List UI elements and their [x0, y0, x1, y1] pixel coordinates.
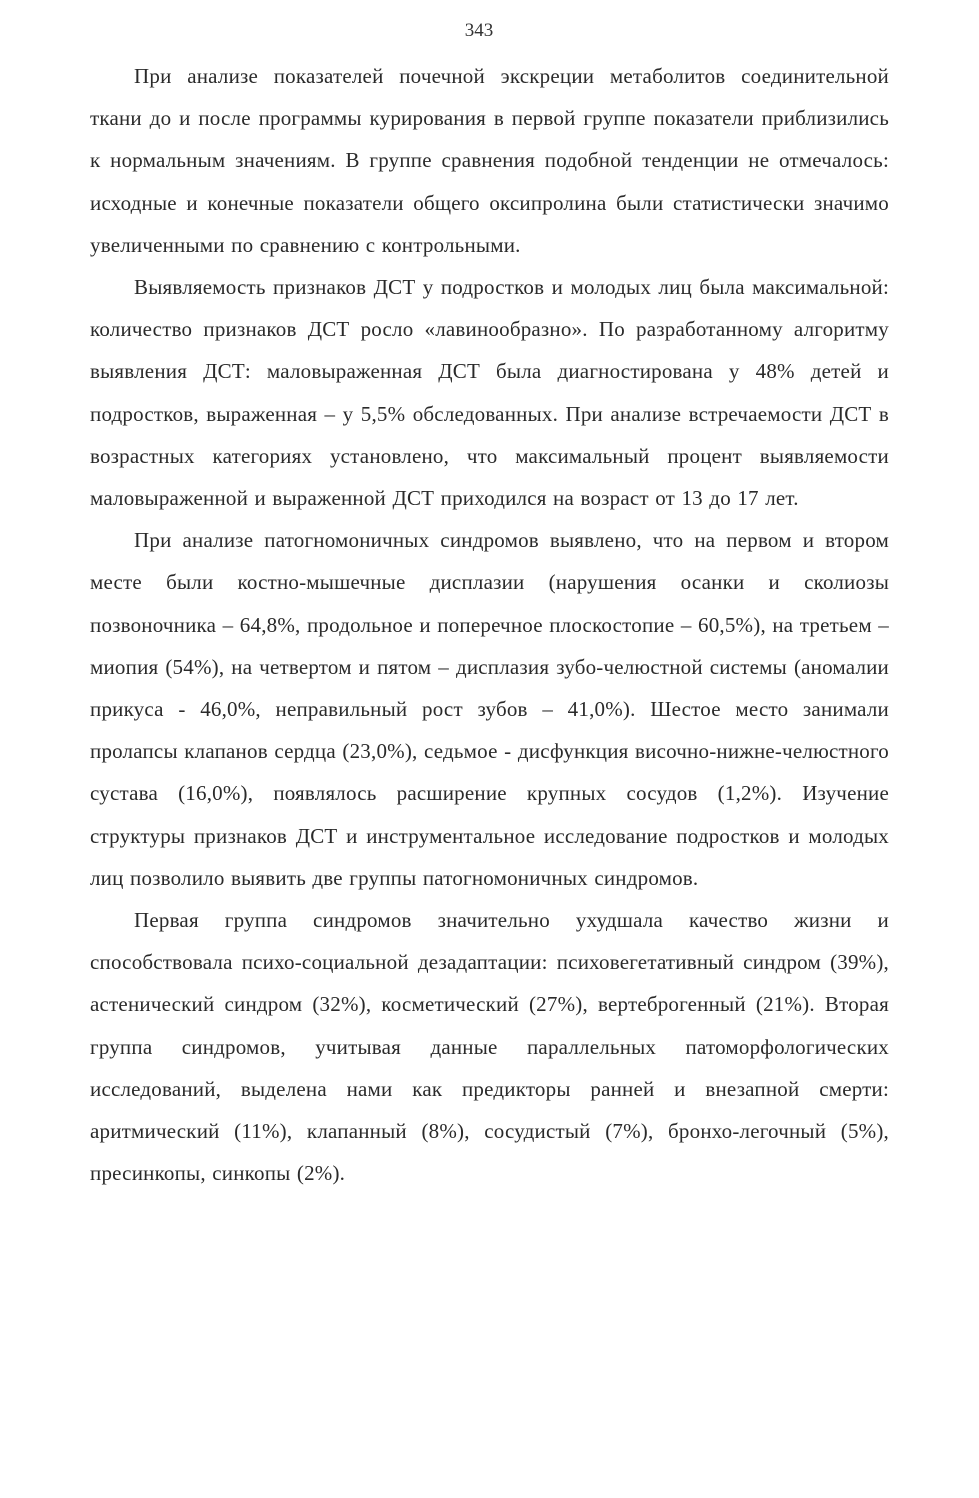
paragraph-3: При анализе патогномоничных синдромов выявлено, что на первом и втором месте были костно-мышечные дисплазии (нарушения осанки и сколиозы позвоночника – 64,8%, продольное и поперечное плоскостопие – 60,5%), на третьем – миопия (54%), на четвертом и пятом – дисплазия зубо-челюстной системы (аномалии прикуса - 46,0%, неправильный рост зубов – 41,0%). Шестое место занимали пролапсы клапанов сердца (23,0%), седьмое - дисфункция височно-нижне-челюстного сустава (16,0%), появлялось расширение крупных сосудов (1,2%). Изучение структуры признаков ДСТ и инструментальное исследование подростков и молодых лиц позволило выявить две группы патогномоничных синдромов. [90, 528, 889, 890]
paragraph-1: При анализе показателей почечной экскреции метаболитов соединительной ткани до и после программы курирования в первой группе показатели приблизились к нормальным значениям. В группе сравнения подобной тенденции не отмечалось: исходные и конечные показатели общего оксипролина были статистически значимо увеличенными по сравнению с контрольными. [90, 64, 889, 257]
paragraph-2: Выявляемость признаков ДСТ у подростков и молодых лиц была максимальной: количество признаков ДСТ росло «лавинообразно». По разработанному алгоритму выявления ДСТ: маловыраженная ДСТ была диагностирована у 48% детей и подростков, выраженная – у 5,5% обследованных. При анализе встречаемости ДСТ в возрастных категориях установлено, что максимальный процент выявляемости маловыраженной и выраженной ДСТ приходился на возраст от 13 до 17 лет. [90, 275, 889, 511]
page-number: 343 [464, 20, 494, 41]
body-text [90, 55, 889, 1194]
paragraph-4: Первая группа синдромов значительно ухудшала качество жизни и способствовала психо-социальной дезадаптации: психовегетативный синдром (39%), астенический синдром (32%), косметический (27%), вертеброгенный (21%). Вторая группа синдромов, учитывая данные параллельных патоморфологических исследований, выделена нами как предикторы ранней и внезапной смерти: аритмический (11%), клапанный (8%), сосудистый (7%), бронхо-легочный (5%), пресинкопы, синкопы (2%). [90, 908, 889, 1186]
